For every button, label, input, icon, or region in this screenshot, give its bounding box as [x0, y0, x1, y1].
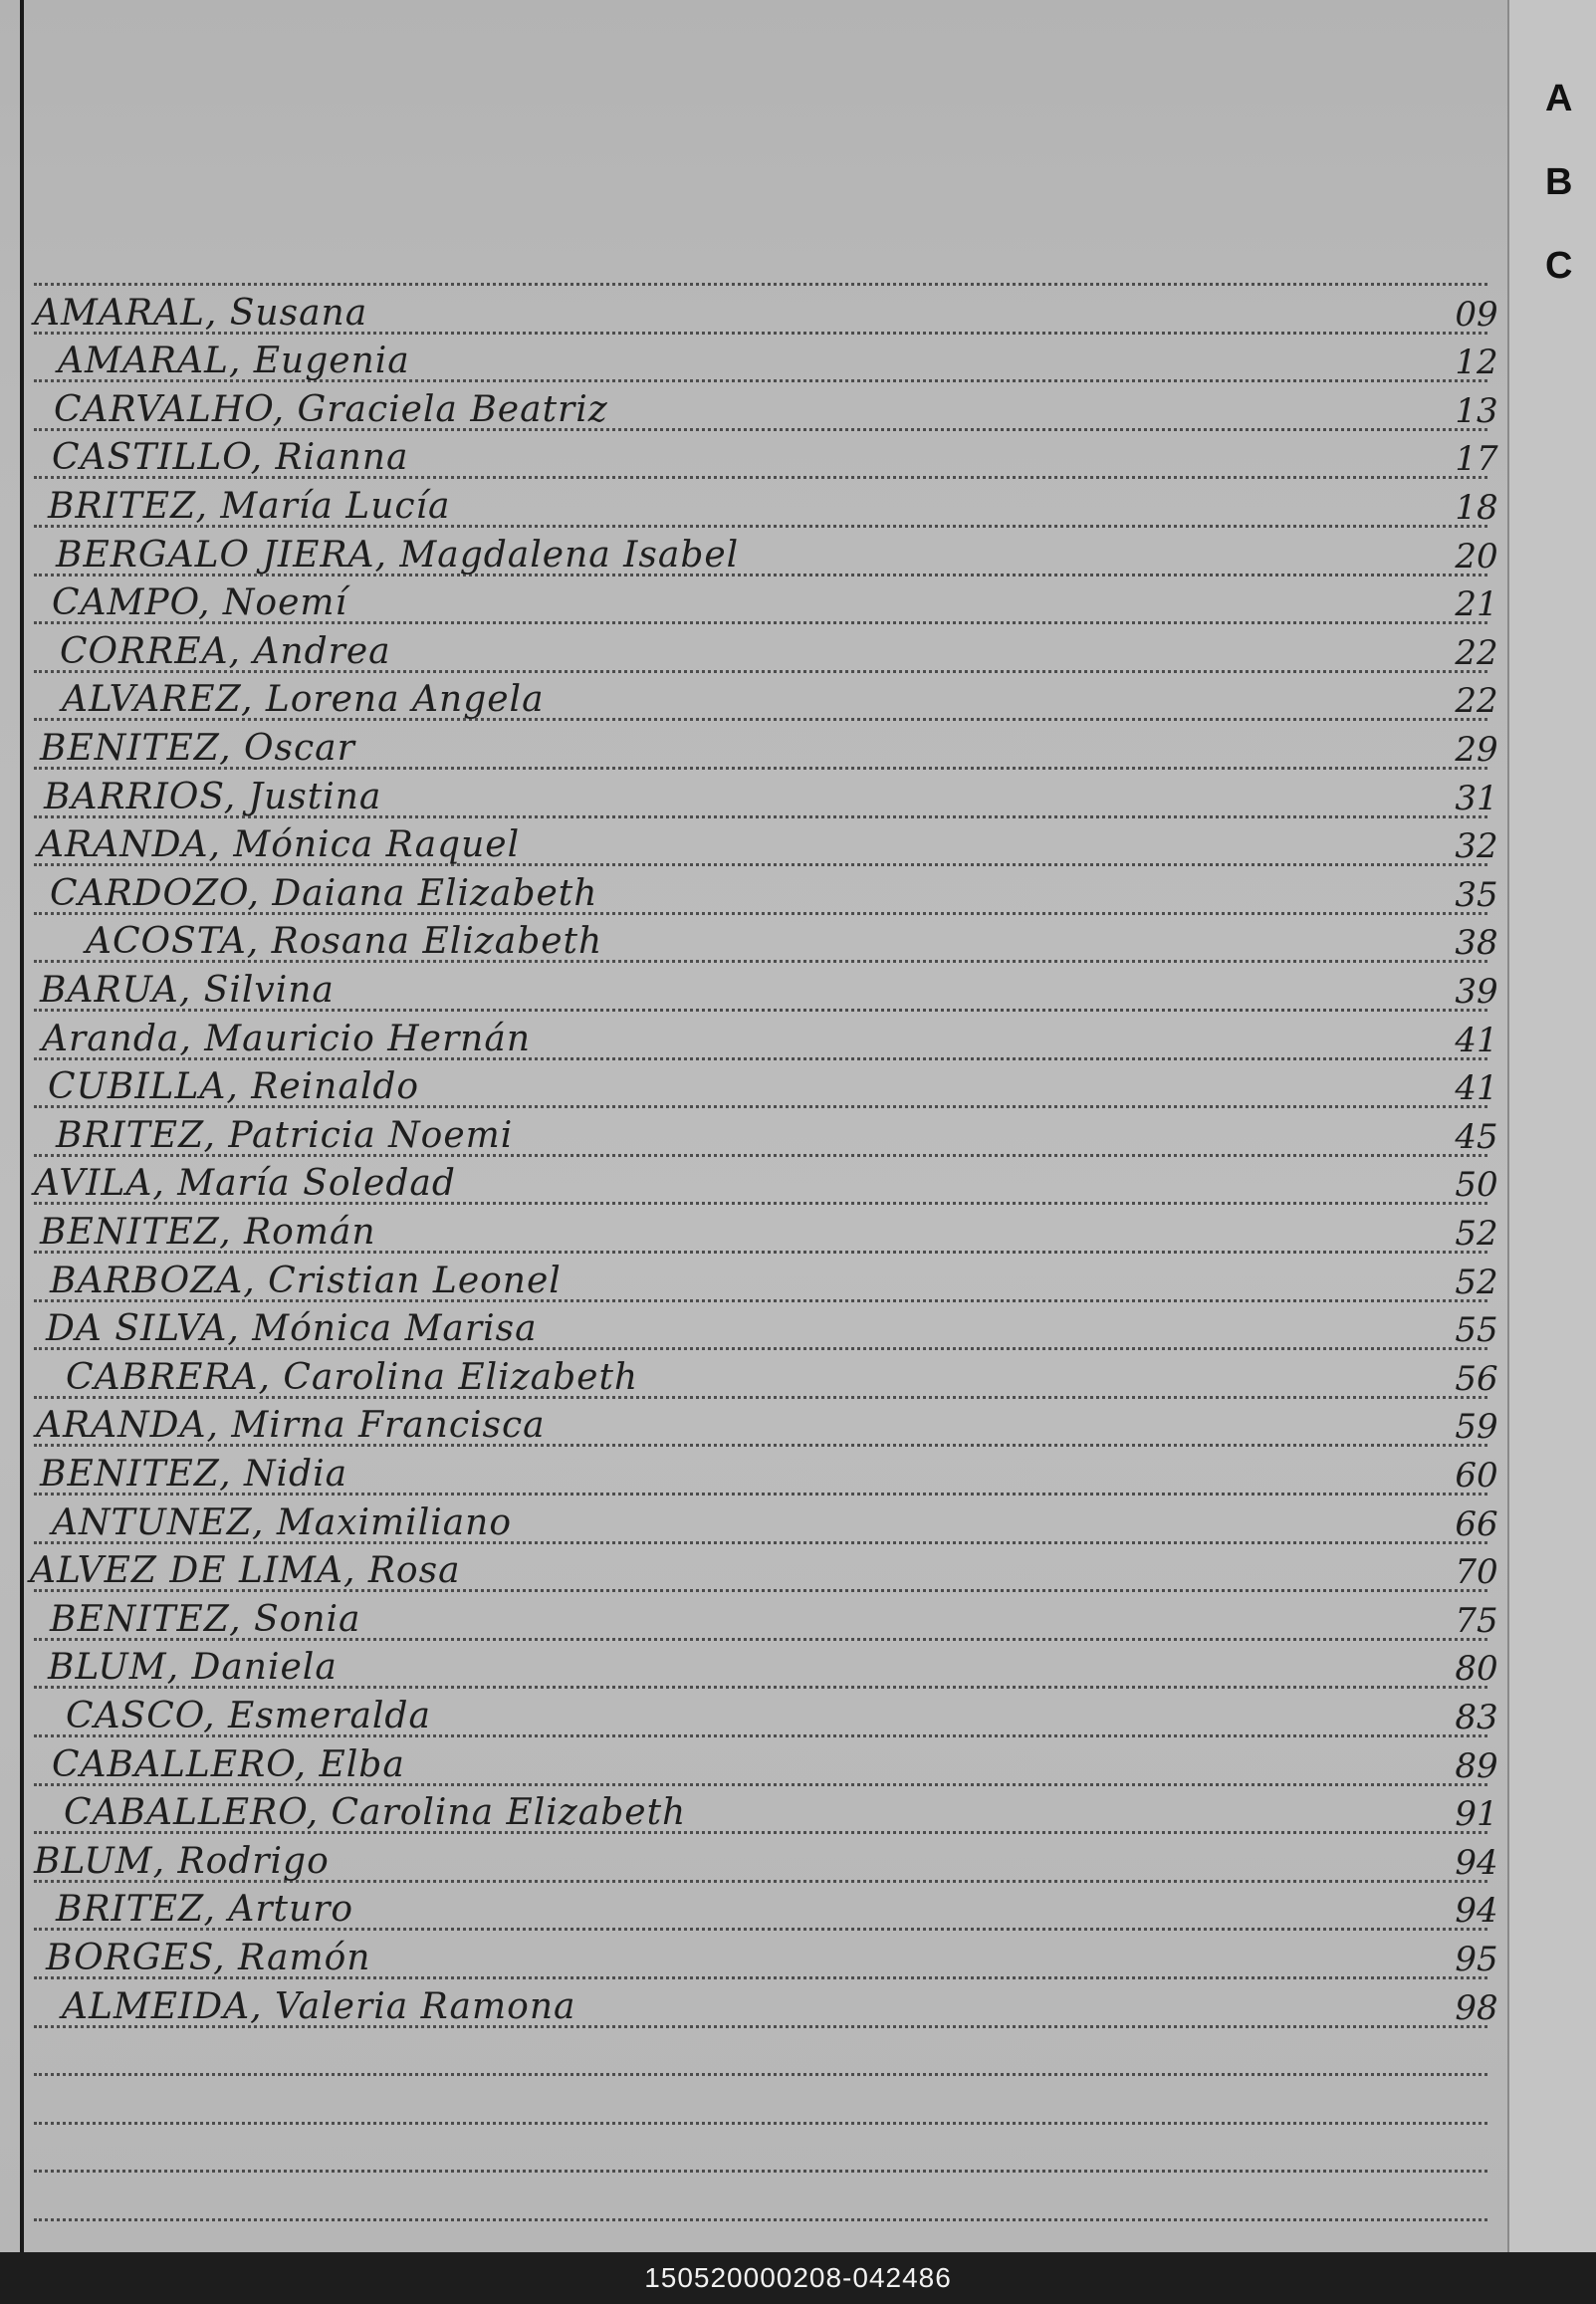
entry-page-number: 94 — [1455, 1891, 1498, 1931]
tab-letter-a[interactable]: A — [1545, 78, 1573, 119]
entry-page-number: 91 — [1455, 1794, 1498, 1834]
entry-name: AVILA, María Soledad — [34, 1163, 456, 1204]
entry-page-number: 52 — [1455, 1214, 1498, 1254]
entry-name: Aranda, Mauricio Hernán — [42, 1019, 532, 1059]
entry-name: CAMPO, Noemí — [52, 582, 348, 623]
entry-name: ARANDA, Mónica Raquel — [38, 824, 521, 865]
entry-name: ARANDA, Mirna Francisca — [36, 1405, 546, 1446]
entry-page-number: 66 — [1455, 1504, 1498, 1544]
ruled-line — [34, 2170, 1487, 2173]
entry-page-number: 35 — [1455, 875, 1498, 915]
entry-name: AMARAL, Susana — [34, 293, 368, 334]
entry-name: ALVEZ DE LIMA, Rosa — [30, 1550, 461, 1591]
entry-page-number: 75 — [1455, 1601, 1498, 1641]
entry-page-number: 50 — [1455, 1165, 1498, 1205]
entry-page-number: 94 — [1455, 1843, 1498, 1883]
entry-name: CUBILLA, Reinaldo — [48, 1066, 420, 1107]
entry-name: BLUM, Rodrigo — [34, 1841, 330, 1882]
entry-page-number: 41 — [1455, 1068, 1498, 1108]
entry-name: CARDOZO, Daiana Elizabeth — [50, 873, 598, 914]
entry-name: BORGES, Ramón — [46, 1938, 371, 1978]
entry-name: BENITEZ, Oscar — [40, 728, 355, 769]
entry-name: ALVAREZ, Lorena Angela — [62, 679, 545, 720]
entry-page-number: 13 — [1455, 391, 1498, 431]
entry-page-number: 22 — [1455, 681, 1498, 721]
entry-page-number: 38 — [1455, 923, 1498, 963]
binding-rule — [20, 0, 24, 2252]
entry-name: CASTILLO, Rianna — [52, 437, 409, 478]
entry-page-number: 31 — [1455, 779, 1498, 818]
entry-name: BENITEZ, Román — [40, 1212, 376, 1253]
entry-page-number: 18 — [1455, 488, 1498, 528]
entry-page-number: 20 — [1455, 537, 1498, 576]
entry-page-number: 59 — [1455, 1407, 1498, 1447]
entry-page-number: 95 — [1455, 1940, 1498, 1979]
entry-name: ANTUNEZ, Maximiliano — [52, 1502, 513, 1543]
entry-name: BERGALO JIERA, Magdalena Isabel — [56, 535, 740, 576]
ruled-line — [34, 2218, 1487, 2221]
entry-page-number: 21 — [1455, 584, 1498, 624]
entry-name: CABALLERO, Carolina Elizabeth — [64, 1792, 687, 1833]
entry-page-number: 32 — [1455, 826, 1498, 866]
tab-letter-c[interactable]: C — [1545, 245, 1573, 287]
alphabet-tab-strip — [1508, 0, 1596, 2252]
entry-page-number: 39 — [1455, 972, 1498, 1012]
entry-page-number: 12 — [1455, 343, 1498, 382]
entry-name: BARBOZA, Cristian Leonel — [50, 1261, 562, 1301]
entry-page-number: 22 — [1455, 633, 1498, 673]
entry-name: CARVALHO, Graciela Beatriz — [54, 389, 608, 430]
entry-name: CORREA, Andrea — [60, 631, 391, 672]
entry-name: BARRIOS, Justina — [44, 777, 382, 817]
entry-name: BENITEZ, Nidia — [40, 1454, 348, 1495]
entry-name: CABRERA, Carolina Elizabeth — [66, 1357, 639, 1398]
entry-name: ALMEIDA, Valeria Ramona — [62, 1986, 576, 2027]
entry-page-number: 70 — [1455, 1552, 1498, 1592]
entry-name: CASCO, Esmeralda — [66, 1696, 431, 1736]
ruled-line — [34, 2122, 1487, 2125]
entry-name: ACOSTA, Rosana Elizabeth — [86, 921, 603, 962]
entry-page-number: 09 — [1455, 295, 1498, 335]
entry-page-number: 29 — [1455, 730, 1498, 770]
entry-page-number: 89 — [1455, 1746, 1498, 1786]
entry-name: BENITEZ, Sonia — [50, 1599, 361, 1640]
entry-name: BLUM, Daniela — [48, 1647, 338, 1688]
entry-page-number: 56 — [1455, 1359, 1498, 1399]
entry-page-number: 41 — [1455, 1021, 1498, 1060]
entry-name: BARUA, Silvina — [40, 970, 335, 1011]
entry-name: CABALLERO, Elba — [52, 1744, 405, 1785]
ruled-line — [34, 2073, 1487, 2076]
document-code: 150520000208-042486 — [0, 2252, 1596, 2304]
entry-page-number: 60 — [1455, 1456, 1498, 1496]
entry-name: BRITEZ, Patricia Noemi — [56, 1115, 514, 1156]
entry-page-number: 55 — [1455, 1310, 1498, 1350]
entry-name: BRITEZ, Arturo — [56, 1889, 354, 1930]
entry-page-number: 80 — [1455, 1649, 1498, 1689]
entry-name: BRITEZ, María Lucía — [48, 486, 451, 527]
tab-letter-b[interactable]: B — [1545, 161, 1573, 203]
entry-name: DA SILVA, Mónica Marisa — [46, 1308, 538, 1349]
entry-page-number: 45 — [1455, 1117, 1498, 1157]
entry-page-number: 52 — [1455, 1263, 1498, 1302]
entry-page-number: 98 — [1455, 1988, 1498, 2028]
entry-page-number: 83 — [1455, 1698, 1498, 1737]
entry-name: AMARAL, Eugenia — [58, 341, 410, 381]
entry-page-number: 17 — [1455, 439, 1498, 479]
ruled-line — [34, 283, 1487, 286]
